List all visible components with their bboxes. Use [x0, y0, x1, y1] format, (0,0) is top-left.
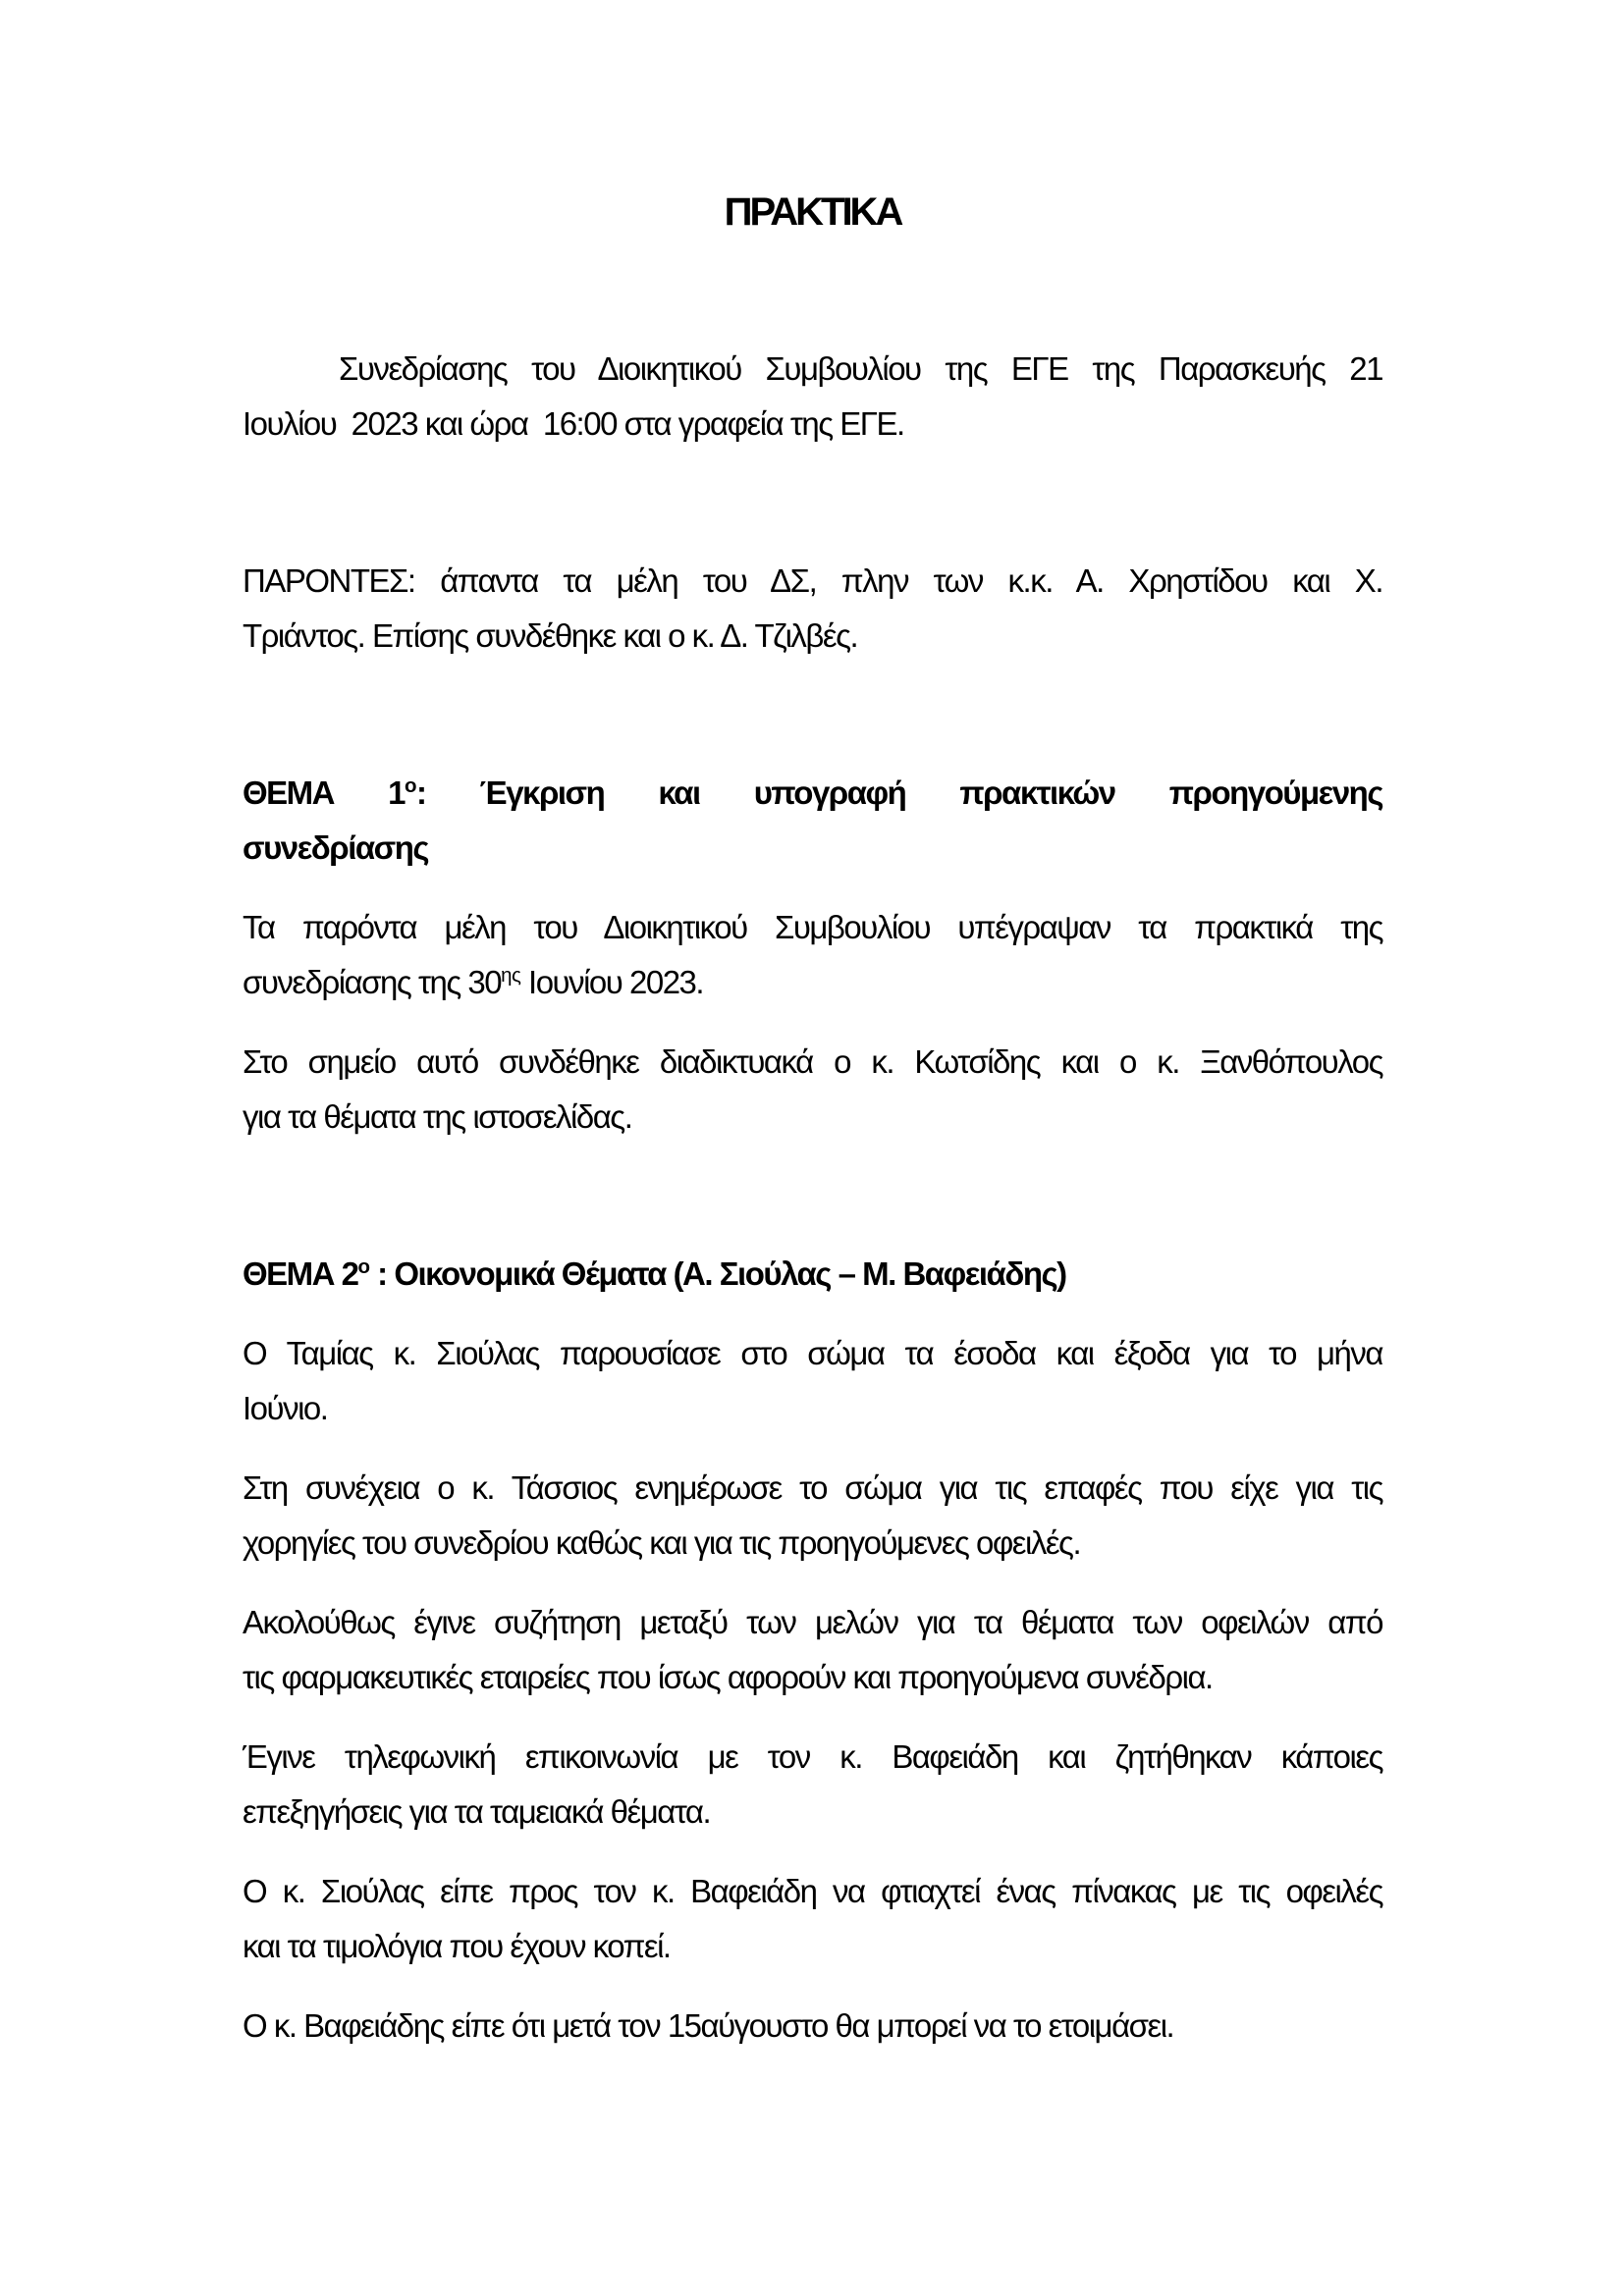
topic-2-paragraph-6 — [243, 1999, 1382, 2054]
text-line: Ακολούθως έγινε συζήτηση μεταξύ των μελών για τα θέματα των οφειλών από — [243, 1604, 1382, 1640]
text-line: Στο σημείο αυτό συνδέθηκε διαδικτυακά ο κ. Κωτσίδης και ο κ. Ξανθόπουλος — [243, 1043, 1382, 1080]
text-line: Τα παρόντα μέλη του Διοικητικού Συμβουλίου υπέγραψαν τα πρακτικά της — [243, 909, 1382, 945]
text-line: και τα τιμολόγια που έχουν κοπεί. — [243, 1928, 671, 1964]
text-line: χορηγίες του συνεδρίου καθώς και για τις προηγούμενες οφειλές. — [243, 1524, 1081, 1561]
document-title: ΠΡΑΚΤΙΚΑ — [724, 190, 901, 234]
empty-line — [243, 688, 1382, 741]
text-line: Ιουλίου 2023 και ώρα 16:00 στα γραφεία της ΕΓΕ. — [243, 405, 904, 442]
text-line: για τα θέματα της ιστοσελίδας. — [243, 1098, 632, 1135]
text-line: συνεδρίασης — [243, 829, 429, 866]
text-line: Ο κ. Σιούλας είπε προς τον κ. Βαφειάδη να φτιαχτεί ένας πίνακας με τις οφειλές — [243, 1873, 1382, 1909]
empty-line — [243, 476, 1382, 529]
topic-1-paragraph-1 — [243, 900, 1382, 1010]
text-line: ΠΑΡΟΝΤΕΣ: άπαντα τα μέλη του ΔΣ, πλην των κ.κ. Α. Χρηστίδου και Χ. — [243, 562, 1382, 599]
topic-1-heading — [243, 766, 1382, 876]
text-line: Ιούνιο. — [243, 1390, 328, 1426]
attendees-paragraph — [243, 554, 1382, 664]
superscript-ordinal: ο — [404, 774, 416, 797]
document-body — [243, 264, 1382, 2054]
text-line: ΘΕΜΑ $1^o$: Έγκριση και υπογραφή πρακτικών προηγούμενης — [243, 774, 1382, 811]
topic-2-paragraph-2 — [243, 1461, 1382, 1571]
topic-2-paragraph-5 — [243, 1864, 1382, 1974]
text-line: ΘΕΜΑ $2^o$ : Οικονομικά Θέματα (Α. Σιούλας – Μ. Βαφειάδης) — [243, 1255, 1066, 1292]
meeting-intro-paragraph — [243, 342, 1382, 452]
superscript-ordinal: ης — [501, 964, 521, 987]
text-line: Ο κ. Βαφειάδης είπε ότι μετά τον 15αύγουστο θα μπορεί να το ετοιμάσει. — [243, 2007, 1174, 2044]
superscript-ordinal: ο — [357, 1255, 370, 1278]
text-line: Ο Ταμίας κ. Σιούλας παρουσίασε στο σώμα τα έσοδα και έξοδα για το μήνα — [243, 1335, 1382, 1371]
empty-line — [243, 1169, 1382, 1222]
text-line: Τριάντος. Επίσης συνδέθηκε και ο κ. Δ. Τζιλβές. — [243, 617, 858, 654]
text-line: τις φαρμακευτικές εταιρείες που ίσως αφορούν και προηγούμενα συνέδρια. — [243, 1659, 1213, 1695]
text-line: συνεδρίασης της $30^{\eta\varsigma}$ Ιουνίου 2023. — [243, 964, 704, 1000]
text-line: Συνεδρίασης του Διοικητικού Συμβουλίου της ΕΓΕ της Παρασκευής 21 — [339, 350, 1382, 387]
empty-line — [243, 264, 1382, 317]
topic-2-paragraph-4 — [243, 1730, 1382, 1840]
text-line: επεξηγήσεις για τα ταμειακά θέματα. — [243, 1793, 711, 1830]
topic-2-paragraph-3 — [243, 1595, 1382, 1705]
text-line: Έγινε τηλεφωνική επικοινωνία με τον κ. Βαφειάδη και ζητήθηκαν κάποιες — [243, 1738, 1382, 1775]
topic-1-paragraph-2 — [243, 1035, 1382, 1145]
topic-2-paragraph-1 — [243, 1326, 1382, 1436]
topic-2-heading — [243, 1247, 1382, 1302]
text-line: Στη συνέχεια ο κ. Τάσσιος ενημέρωσε το σώμα για τις επαφές που είχε για τις — [243, 1469, 1382, 1506]
